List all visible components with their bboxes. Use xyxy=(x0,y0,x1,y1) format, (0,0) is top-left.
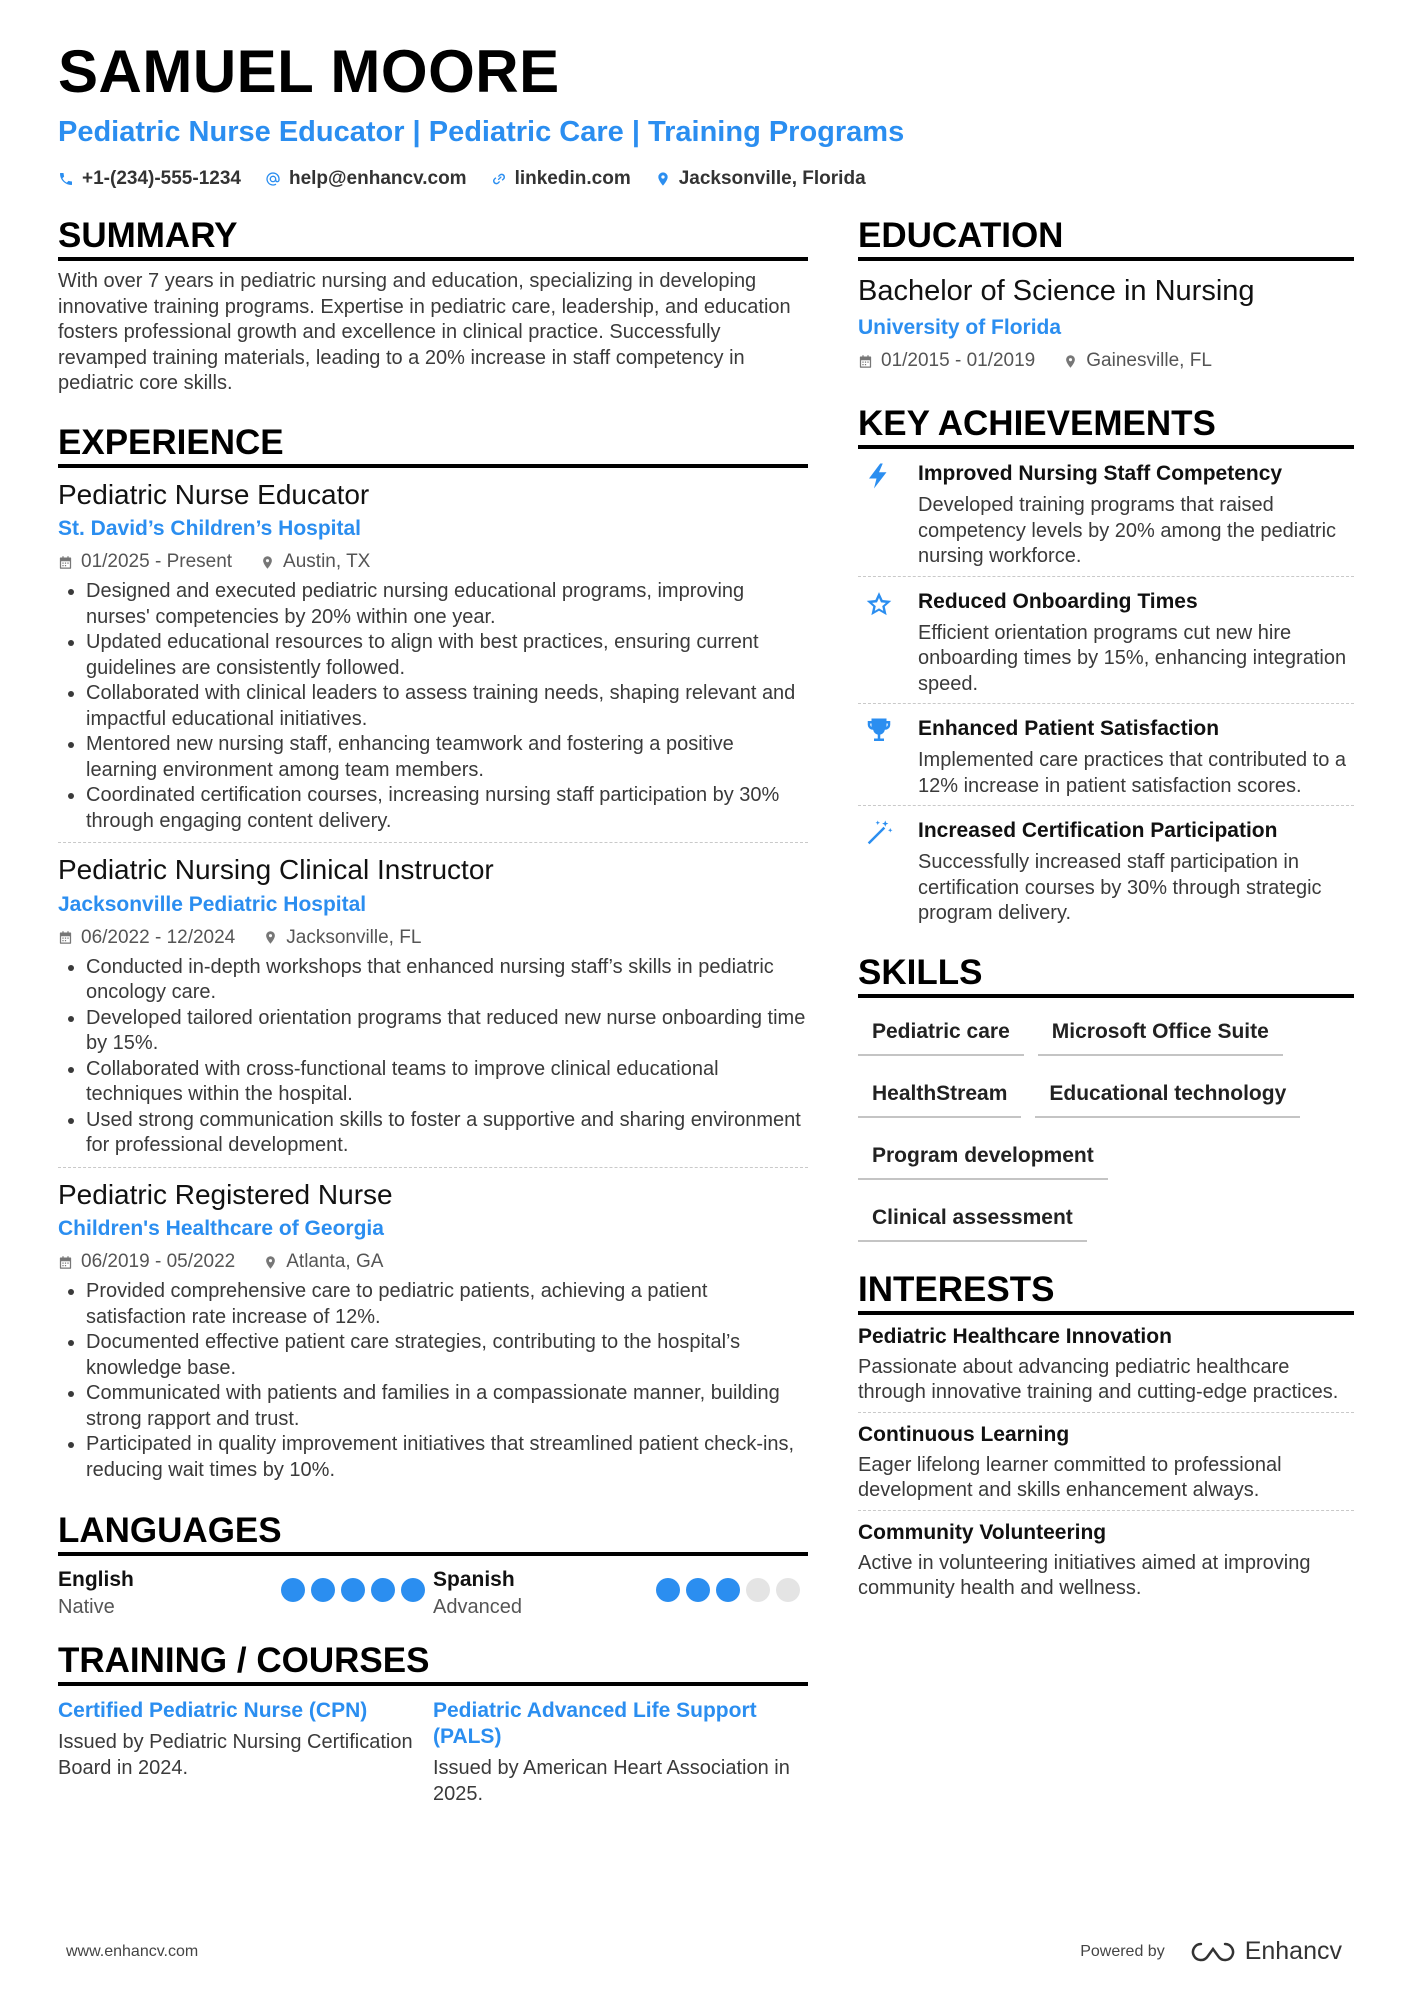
left-column xyxy=(58,218,808,1807)
skill-tag: Program development xyxy=(858,1136,1108,1180)
section-title: INTERESTS xyxy=(858,1272,1354,1315)
rating-dot-filled xyxy=(281,1578,305,1602)
interest-entry xyxy=(858,1511,1354,1608)
map-pin-icon xyxy=(263,1255,278,1270)
interest-desc: Passionate about advancing pediatric healthcare through innovative training and cutting-edge practices. xyxy=(858,1355,1339,1403)
course-entry xyxy=(58,1698,433,1807)
experience-entry xyxy=(58,843,808,1168)
calendar-icon xyxy=(58,555,73,570)
skill-tag: HealthStream xyxy=(858,1074,1021,1118)
language-level: Native xyxy=(58,1596,115,1619)
job-bullets xyxy=(58,1279,808,1483)
job-dates: 01/2025 - Present xyxy=(81,551,233,573)
job-dates: 06/2022 - 12/2024 xyxy=(81,926,236,948)
calendar-icon xyxy=(58,1255,73,1270)
map-pin-icon xyxy=(260,555,275,570)
lightning-icon xyxy=(864,461,894,491)
summary-section xyxy=(58,218,808,397)
right-column xyxy=(858,218,1354,1608)
powered-by-label: Powered by xyxy=(1080,1942,1165,1960)
interest-desc: Eager lifelong learner committed to professional development and skills enhancement always. xyxy=(858,1453,1282,1501)
language-name: English xyxy=(58,1568,134,1592)
interest-title: Continuous Learning xyxy=(858,1422,1070,1446)
achievement-title: Reduced Onboarding Times xyxy=(918,589,1198,613)
language-name: Spanish xyxy=(433,1568,515,1592)
linkedin-text: linkedin.com xyxy=(514,168,631,189)
calendar-icon xyxy=(58,930,73,945)
achievement-entry xyxy=(858,449,1354,577)
experience-section xyxy=(58,422,808,1492)
rating-dot-empty xyxy=(746,1578,770,1602)
experience-entry xyxy=(58,468,808,844)
training-section xyxy=(58,1643,808,1807)
education-degree: Bachelor of Science in Nursing xyxy=(858,275,1255,307)
achievement-entry xyxy=(858,704,1354,806)
contact-location xyxy=(655,168,866,190)
achievement-entry xyxy=(858,577,1354,705)
section-title: EXPERIENCE xyxy=(58,425,808,468)
email-text: help@enhancv.com xyxy=(288,168,467,189)
magic-wand-icon xyxy=(864,818,894,848)
language-level: Advanced xyxy=(433,1596,522,1619)
bullet-item: • Participated in quality improvement initiatives that streamlined patient check-ins, reducing wait times by 10%. xyxy=(86,1432,808,1483)
achievements-section xyxy=(858,406,1354,933)
contact-linkedin[interactable] xyxy=(491,168,631,190)
job-bullets xyxy=(58,579,808,834)
bullet-item: • Mentored new nursing staff, enhancing teamwork and fostering a positive learning environment among team members. xyxy=(86,732,808,783)
map-pin-icon xyxy=(1063,354,1078,369)
star-icon xyxy=(864,589,894,619)
location-text: Jacksonville, Florida xyxy=(678,168,866,189)
achievement-desc: Efficient orientation programs cut new hire onboarding times by 15%, enhancing integration speed. xyxy=(918,621,1347,695)
interest-title: Community Volunteering xyxy=(858,1520,1107,1544)
skill-tag: Clinical assessment xyxy=(858,1198,1087,1242)
interest-title: Pediatric Healthcare Innovation xyxy=(858,1324,1172,1348)
education-dates: 01/2015 - 01/2019 xyxy=(881,350,1036,371)
job-company: Children's Healthcare of Georgia xyxy=(58,1217,384,1241)
summary-text: With over 7 years in pediatric nursing and education, specializing in developing innovative training programs. Expertise in pediatric care, leadership, and education fosters professional growth and excellence in clinical practice. Successfully revamped training materials, leading to a 20% increase in staff competency in pediatric core skills. xyxy=(58,270,791,394)
map-pin-icon xyxy=(655,171,671,187)
bullet-item: • Used strong communication skills to foster a supportive and sharing environment for professional development. xyxy=(86,1108,808,1159)
interest-entry xyxy=(858,1315,1354,1413)
section-title: SKILLS xyxy=(858,955,1354,998)
rating-dot-filled xyxy=(311,1578,335,1602)
course-desc: Issued by Pediatric Nursing Certification Board in 2024. xyxy=(58,1731,413,1779)
job-location: Jacksonville, FL xyxy=(286,926,422,948)
trophy-icon xyxy=(864,716,894,746)
course-entry xyxy=(433,1698,808,1807)
course-title: Pediatric Advanced Life Support (PALS) xyxy=(433,1699,757,1749)
course-desc: Issued by American Heart Association in 2025. xyxy=(433,1757,790,1805)
job-company: St. David’s Children’s Hospital xyxy=(58,517,362,541)
job-role: Pediatric Registered Nurse xyxy=(58,1178,393,1210)
footer-website[interactable]: www.enhancv.com xyxy=(66,1943,199,1960)
contact-phone[interactable] xyxy=(58,168,241,190)
language-entry xyxy=(58,1568,433,1619)
experience-entry xyxy=(58,1168,808,1492)
achievement-title: Improved Nursing Staff Competency xyxy=(918,462,1283,485)
languages-section xyxy=(58,1513,808,1619)
job-role: Pediatric Nursing Clinical Instructor xyxy=(58,854,494,886)
achievement-desc: Developed training programs that raised competency levels by 20% among the pediatric nursing workforce. xyxy=(918,494,1337,567)
bullet-item: • Updated educational resources to align with best practices, ensuring current guidelines are consistently followed. xyxy=(86,630,808,681)
contact-bar xyxy=(58,168,866,190)
job-role: Pediatric Nurse Educator xyxy=(58,478,370,510)
candidate-name: SAMUEL MOORE xyxy=(58,38,560,105)
achievement-title: Enhanced Patient Satisfaction xyxy=(918,717,1220,740)
enhancv-logo[interactable] xyxy=(1191,1937,1342,1966)
phone-icon xyxy=(58,171,74,187)
section-title: TRAINING / COURSES xyxy=(58,1643,808,1686)
phone-text: +1-(234)-555-1234 xyxy=(82,168,241,189)
section-title: LANGUAGES xyxy=(58,1513,808,1556)
language-rating xyxy=(656,1578,800,1619)
interest-desc: Active in volunteering initiatives aimed at improving community health and wellness. xyxy=(858,1551,1311,1599)
rating-dot-filled xyxy=(686,1578,710,1602)
rating-dot-filled xyxy=(341,1578,365,1602)
interests-section xyxy=(858,1269,1354,1608)
link-icon xyxy=(491,171,507,187)
skill-tag: Educational technology xyxy=(1035,1074,1300,1118)
language-entry xyxy=(433,1568,808,1619)
rating-dot-empty xyxy=(776,1578,800,1602)
bullet-item: • Designed and executed pediatric nursing educational programs, improving nurses' competencies by 20% within one year. xyxy=(86,579,808,630)
map-pin-icon xyxy=(263,930,278,945)
section-title: EDUCATION xyxy=(858,218,1354,261)
bullet-item: • Collaborated with clinical leaders to assess training needs, shaping relevant and impactful educational initiatives. xyxy=(86,681,808,732)
bullet-item: • Conducted in-depth workshops that enhanced nursing staff’s skills in pediatric oncology care. xyxy=(86,955,808,1006)
rating-dot-filled xyxy=(401,1578,425,1602)
headline: Pediatric Nurse Educator | Pediatric Care | Training Programs xyxy=(58,116,905,148)
brand-name: Enhancv xyxy=(1244,1937,1342,1965)
bullet-item: • Provided comprehensive care to pediatric patients, achieving a patient satisfaction rate increase of 12%. xyxy=(86,1279,808,1330)
enhancv-logo-icon xyxy=(1191,1940,1235,1964)
achievement-desc: Successfully increased staff participation in certification courses by 30% through strategic program delivery. xyxy=(918,851,1322,924)
at-icon xyxy=(265,171,281,187)
job-location: Austin, TX xyxy=(283,551,371,573)
rating-dot-filled xyxy=(656,1578,680,1602)
rating-dot-filled xyxy=(371,1578,395,1602)
education-location: Gainesville, FL xyxy=(1086,350,1212,371)
calendar-icon xyxy=(858,354,873,369)
contact-email[interactable] xyxy=(265,168,467,190)
interest-entry xyxy=(858,1413,1354,1511)
rating-dot-filled xyxy=(716,1578,740,1602)
bullet-item: • Documented effective patient care strategies, contributing to the hospital’s knowledge base. xyxy=(86,1330,808,1381)
skill-tag: Pediatric care xyxy=(858,1012,1024,1056)
achievement-entry xyxy=(858,806,1354,933)
education-school: University of Florida xyxy=(858,316,1062,339)
section-title: KEY ACHIEVEMENTS xyxy=(858,406,1354,449)
bullet-item: • Developed tailored orientation programs that reduced new nurse onboarding time by 15%. xyxy=(86,1006,808,1057)
skills-section xyxy=(858,952,1354,1242)
bullet-item: • Coordinated certification courses, increasing nursing staff participation by 30% through engaging content delivery. xyxy=(86,783,808,834)
job-dates: 06/2019 - 05/2022 xyxy=(81,1251,236,1273)
bullet-item: • Communicated with patients and families in a compassionate manner, building strong rapport and trust. xyxy=(86,1381,808,1432)
language-rating xyxy=(281,1578,425,1619)
achievement-desc: Implemented care practices that contributed to a 12% increase in patient satisfaction scores. xyxy=(918,749,1347,797)
education-section xyxy=(858,218,1354,372)
job-location: Atlanta, GA xyxy=(286,1251,384,1273)
section-title: SUMMARY xyxy=(58,218,808,261)
footer-branding xyxy=(1080,1937,1342,1966)
job-company: Jacksonville Pediatric Hospital xyxy=(58,892,367,916)
job-bullets xyxy=(58,955,808,1159)
bullet-item: • Collaborated with cross-functional teams to improve clinical educational techniques within the hospital. xyxy=(86,1057,808,1108)
skill-tag: Microsoft Office Suite xyxy=(1038,1012,1283,1056)
course-title: Certified Pediatric Nurse (CPN) xyxy=(58,1699,368,1723)
achievement-title: Increased Certification Participation xyxy=(918,819,1278,842)
